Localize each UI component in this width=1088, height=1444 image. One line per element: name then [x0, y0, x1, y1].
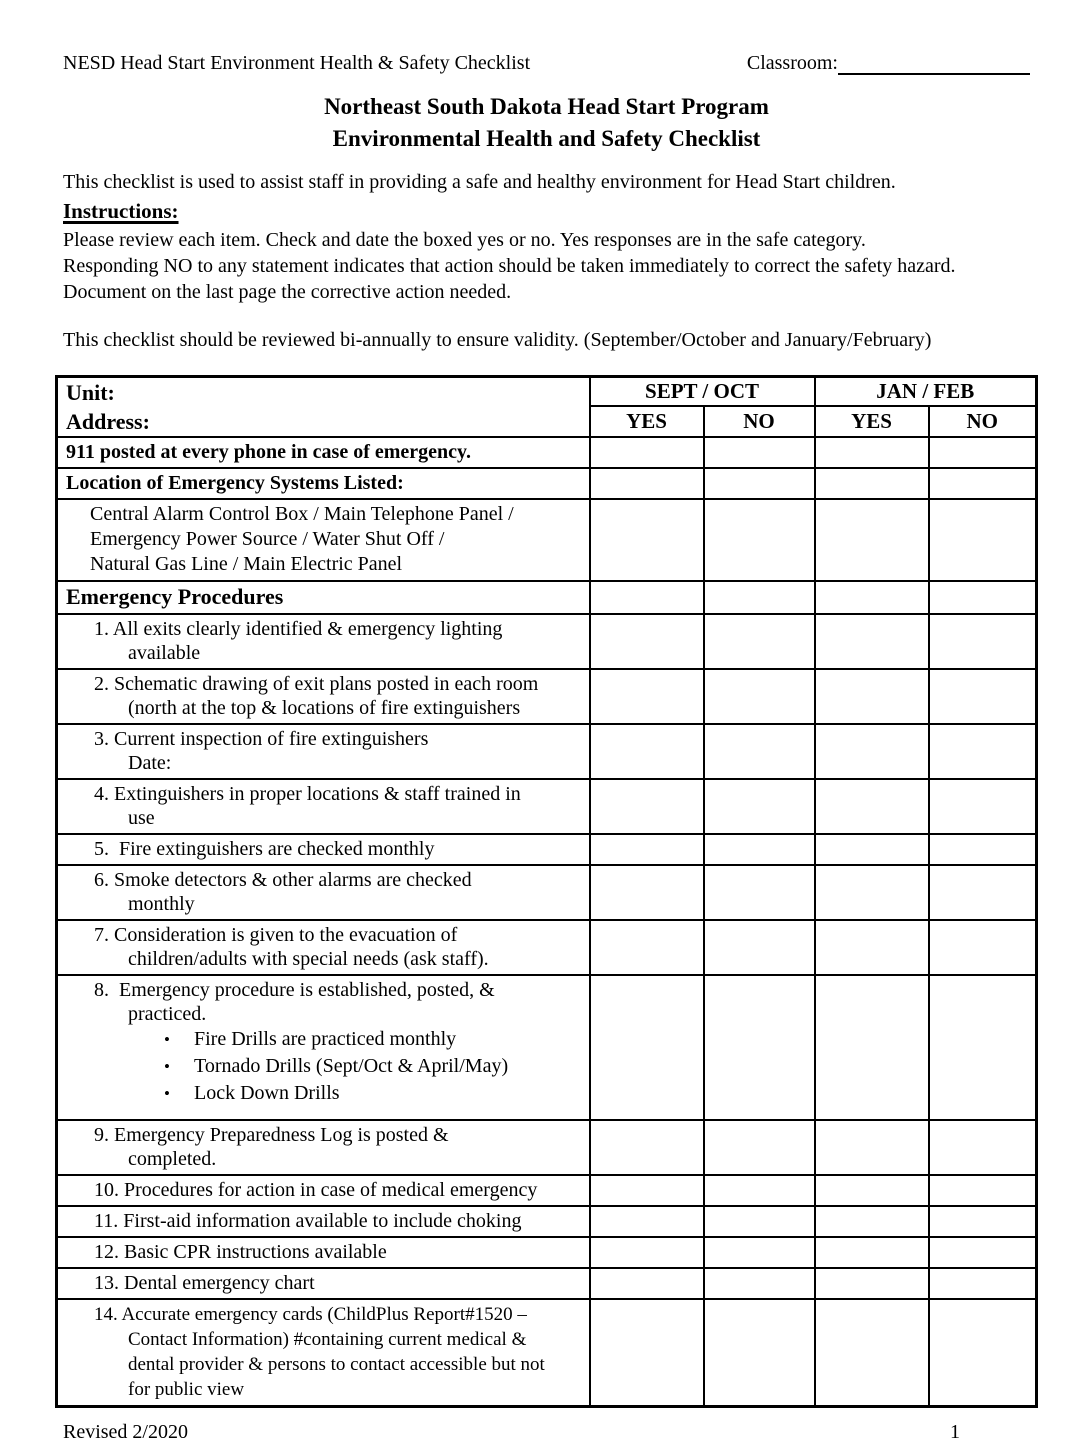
row-description	[57, 468, 590, 499]
row-text-line: 11. First-aid information available to include choking	[94, 1210, 522, 1232]
document-header	[63, 52, 1030, 75]
table-row	[57, 1237, 1037, 1268]
checklist-table	[55, 375, 1038, 1408]
row-text-line: Emergency Power Source / Water Shut Off /	[90, 528, 445, 550]
answer-cell-jan-no[interactable]	[929, 437, 1037, 468]
table-row	[57, 581, 1037, 614]
row-text-line: completed.	[128, 1148, 217, 1170]
answer-cell-jan-yes[interactable]	[815, 779, 929, 834]
row-text-line: 4. Extinguishers in proper locations & staff trained in	[94, 783, 521, 805]
period-header-sept-oct: SEPT / OCT	[590, 377, 815, 407]
row-description	[57, 975, 590, 1120]
answer-cell-jan-yes[interactable]	[815, 437, 929, 468]
instructions-body	[63, 227, 1030, 305]
table-row	[57, 1268, 1037, 1299]
answer-cell-jan-no[interactable]	[929, 581, 1037, 614]
header-title: NESD Head Start Environment Health & Safety Checklist	[63, 52, 531, 74]
answer-cell-sept-yes[interactable]	[590, 1237, 704, 1268]
answer-cell-jan-no[interactable]	[929, 1299, 1037, 1407]
answer-cell-jan-no[interactable]	[929, 1120, 1037, 1175]
instructions-heading: Instructions:	[63, 199, 179, 223]
unit-label: Unit:	[66, 380, 115, 405]
intro-text: This checklist is used to assist staff in providing a safe and healthy environment for Head Start children.	[63, 171, 896, 193]
answer-cell-sept-yes[interactable]	[590, 669, 704, 724]
row-text-line: 2. Schematic drawing of exit plans posted in each room	[94, 673, 539, 695]
answer-cell-sept-yes[interactable]	[590, 834, 704, 865]
answer-cell-sept-yes[interactable]	[590, 581, 704, 614]
answer-cell-jan-yes[interactable]	[815, 920, 929, 975]
table-row	[57, 614, 1037, 669]
answer-cell-jan-no[interactable]	[929, 975, 1037, 1120]
answer-cell-sept-yes[interactable]	[590, 779, 704, 834]
answer-cell-sept-no[interactable]	[704, 614, 815, 669]
table-row	[57, 975, 1037, 1120]
bullet-item	[58, 1080, 585, 1107]
answer-cell-jan-no[interactable]	[929, 1268, 1037, 1299]
row-text-line: 6. Smoke detectors & other alarms are checked	[94, 869, 472, 891]
table-row	[57, 437, 1037, 468]
answer-cell-sept-no[interactable]	[704, 1237, 815, 1268]
answer-cell-jan-no[interactable]	[929, 1175, 1037, 1206]
answer-cell-jan-yes[interactable]	[815, 669, 929, 724]
answer-cell-sept-yes[interactable]	[590, 1268, 704, 1299]
bullet-icon: •	[164, 1030, 170, 1049]
row-description	[57, 1299, 590, 1407]
answer-cell-sept-no[interactable]	[704, 975, 815, 1120]
period-header-jan-feb: JAN / FEB	[815, 377, 1037, 407]
bullet-text: Tornado Drills (Sept/Oct & April/May)	[194, 1055, 509, 1077]
answer-cell-sept-no[interactable]	[704, 1299, 815, 1407]
answer-cell-jan-yes[interactable]	[815, 1237, 929, 1268]
answer-cell-jan-yes[interactable]	[815, 499, 929, 581]
checklist-table-header	[57, 377, 1037, 438]
answer-cell-jan-yes[interactable]	[815, 724, 929, 779]
answer-cell-jan-yes[interactable]	[815, 468, 929, 499]
classroom-field-group	[747, 52, 1030, 75]
row-text-line: Contact Information) #containing current medical &	[128, 1329, 527, 1350]
row-description	[57, 1175, 590, 1206]
answer-cell-sept-no[interactable]	[704, 499, 815, 581]
answer-cell-sept-yes[interactable]	[590, 920, 704, 975]
row-text-line: 7. Consideration is given to the evacuation of	[94, 924, 458, 946]
answer-header-jan-no: NO	[929, 406, 1037, 437]
bullet-icon: •	[164, 1084, 170, 1103]
answer-cell-sept-yes[interactable]	[590, 468, 704, 499]
answer-cell-sept-no[interactable]	[704, 920, 815, 975]
row-description	[57, 834, 590, 865]
row-description	[57, 724, 590, 779]
instructions-line: Document on the last page the corrective action needed.	[63, 281, 512, 303]
answer-cell-sept-no[interactable]	[704, 437, 815, 468]
page-title-line1: Northeast South Dakota Head Start Program	[324, 94, 769, 119]
table-row	[57, 920, 1037, 975]
answer-cell-sept-no[interactable]	[704, 1175, 815, 1206]
answer-cell-sept-no[interactable]	[704, 1120, 815, 1175]
row-text-line: 8. Emergency procedure is established, posted, &	[94, 979, 495, 1001]
row-description	[57, 779, 590, 834]
row-description	[57, 1120, 590, 1175]
answer-cell-jan-yes[interactable]	[815, 1299, 929, 1407]
answer-header-sept-yes: YES	[590, 406, 704, 437]
row-text-line: practiced.	[128, 1003, 207, 1025]
row-description	[57, 499, 590, 581]
page-title	[63, 91, 1030, 155]
answer-cell-sept-yes[interactable]	[590, 1206, 704, 1237]
answer-cell-jan-yes[interactable]	[815, 975, 929, 1120]
row-text-line: (north at the top & locations of fire extinguishers	[128, 697, 521, 719]
row-text-line: use	[128, 807, 155, 829]
row-text-line: 12. Basic CPR instructions available	[94, 1241, 387, 1263]
row-description	[57, 669, 590, 724]
row-description	[57, 865, 590, 920]
answer-cell-sept-no[interactable]	[704, 865, 815, 920]
bullet-icon: •	[164, 1057, 170, 1076]
answer-cell-jan-yes[interactable]	[815, 1175, 929, 1206]
answer-cell-jan-yes[interactable]	[815, 614, 929, 669]
row-text-line: 9. Emergency Preparedness Log is posted &	[94, 1124, 449, 1146]
answer-cell-jan-no[interactable]	[929, 1206, 1037, 1237]
row-description	[57, 581, 590, 614]
answer-cell-jan-yes[interactable]	[815, 581, 929, 614]
table-row	[57, 499, 1037, 581]
answer-cell-jan-no[interactable]	[929, 468, 1037, 499]
row-text-line: available	[128, 642, 201, 664]
row-description	[57, 1206, 590, 1237]
row-text-line: 1. All exits clearly identified & emergency lighting	[94, 618, 503, 640]
answer-cell-jan-yes[interactable]	[815, 865, 929, 920]
answer-header-sept-no: NO	[704, 406, 815, 437]
row-text-line: Location of Emergency Systems Listed:	[66, 472, 404, 494]
table-row	[57, 468, 1037, 499]
table-row	[57, 865, 1037, 920]
bullet-item	[58, 1026, 585, 1053]
answer-cell-sept-yes[interactable]	[590, 499, 704, 581]
classroom-label: Classroom:	[746, 52, 838, 74]
answer-cell-sept-no[interactable]	[704, 1206, 815, 1237]
answer-cell-sept-no[interactable]	[704, 669, 815, 724]
table-row	[57, 1299, 1037, 1407]
instructions-line: Responding NO to any statement indicates that action should be taken immediately to correct the safety hazard.	[63, 255, 956, 277]
answer-cell-sept-no[interactable]	[704, 779, 815, 834]
answer-cell-jan-no[interactable]	[929, 499, 1037, 581]
answer-cell-sept-no[interactable]	[704, 834, 815, 865]
document-footer	[63, 1421, 1030, 1444]
table-row	[57, 724, 1037, 779]
answer-cell-jan-no[interactable]	[929, 834, 1037, 865]
table-row	[57, 779, 1037, 834]
answer-cell-sept-yes[interactable]	[590, 975, 704, 1120]
instructions-line: Please review each item. Check and date the boxed yes or no. Yes responses are in the safe category.	[63, 229, 866, 251]
unit-address-cell	[57, 377, 590, 438]
row-text-line: 13. Dental emergency chart	[94, 1272, 315, 1294]
checklist-table-body	[57, 437, 1037, 1407]
row-text-line: Date:	[128, 752, 172, 774]
answer-cell-jan-no[interactable]	[929, 669, 1037, 724]
row-text-line: 3. Current inspection of fire extinguishers	[94, 728, 429, 750]
table-row	[57, 669, 1037, 724]
bullet-text: Fire Drills are practiced monthly	[194, 1028, 457, 1050]
table-row	[57, 1120, 1037, 1175]
answer-cell-sept-yes[interactable]	[590, 1120, 704, 1175]
row-description	[57, 920, 590, 975]
answer-cell-sept-yes[interactable]	[590, 437, 704, 468]
answer-cell-sept-yes[interactable]	[590, 614, 704, 669]
row-description	[57, 1268, 590, 1299]
row-description	[57, 614, 590, 669]
row-text-line: dental provider & persons to contact accessible but not	[128, 1354, 545, 1375]
answer-cell-sept-no[interactable]	[704, 468, 815, 499]
review-note: This checklist should be reviewed bi-annually to ensure validity. (September/October and January/February)	[63, 329, 932, 351]
row-text-line: monthly	[128, 893, 195, 915]
row-text-line: for public view	[128, 1379, 245, 1400]
row-text-line: children/adults with special needs (ask staff).	[128, 948, 489, 970]
classroom-blank-field[interactable]	[838, 54, 1030, 75]
row-description	[57, 1237, 590, 1268]
table-row	[57, 1206, 1037, 1237]
row-text-line: Emergency Procedures	[66, 584, 284, 609]
table-row	[57, 1175, 1037, 1206]
answer-cell-sept-yes[interactable]	[590, 865, 704, 920]
address-label: Address:	[66, 409, 150, 434]
row-description	[57, 437, 590, 468]
page-title-line2: Environmental Health and Safety Checklist	[332, 126, 761, 151]
answer-cell-jan-yes[interactable]	[815, 1206, 929, 1237]
row-text-line: 911 posted at every phone in case of emergency.	[66, 441, 471, 463]
revision-note: Revised 2/2020	[63, 1421, 188, 1443]
answer-cell-jan-no[interactable]	[929, 779, 1037, 834]
row-text-line: Natural Gas Line / Main Electric Panel	[90, 553, 403, 575]
answer-cell-jan-no[interactable]	[929, 614, 1037, 669]
answer-cell-sept-no[interactable]	[704, 581, 815, 614]
answer-cell-jan-yes[interactable]	[815, 1268, 929, 1299]
answer-header-jan-yes: YES	[815, 406, 929, 437]
table-row	[57, 834, 1037, 865]
answer-cell-jan-no[interactable]	[929, 724, 1037, 779]
answer-cell-sept-yes[interactable]	[590, 724, 704, 779]
answer-cell-sept-no[interactable]	[704, 1268, 815, 1299]
row-text-line: 5. Fire extinguishers are checked monthly	[94, 838, 435, 860]
row-text-line: Central Alarm Control Box / Main Telephone Panel /	[90, 503, 514, 525]
answer-cell-sept-no[interactable]	[704, 724, 815, 779]
answer-cell-jan-no[interactable]	[929, 1237, 1037, 1268]
answer-cell-jan-no[interactable]	[929, 920, 1037, 975]
bullet-text: Lock Down Drills	[194, 1082, 340, 1104]
answer-cell-sept-yes[interactable]	[590, 1299, 704, 1407]
row-text-line: 14. Accurate emergency cards (ChildPlus Report#1520 –	[94, 1304, 527, 1325]
answer-cell-jan-no[interactable]	[929, 865, 1037, 920]
answer-cell-sept-yes[interactable]	[590, 1175, 704, 1206]
row-text-line: 10. Procedures for action in case of medical emergency	[94, 1179, 538, 1201]
page-number: 1	[950, 1421, 960, 1443]
answer-cell-jan-yes[interactable]	[815, 1120, 929, 1175]
answer-cell-jan-yes[interactable]	[815, 834, 929, 865]
bullet-item	[58, 1053, 585, 1080]
